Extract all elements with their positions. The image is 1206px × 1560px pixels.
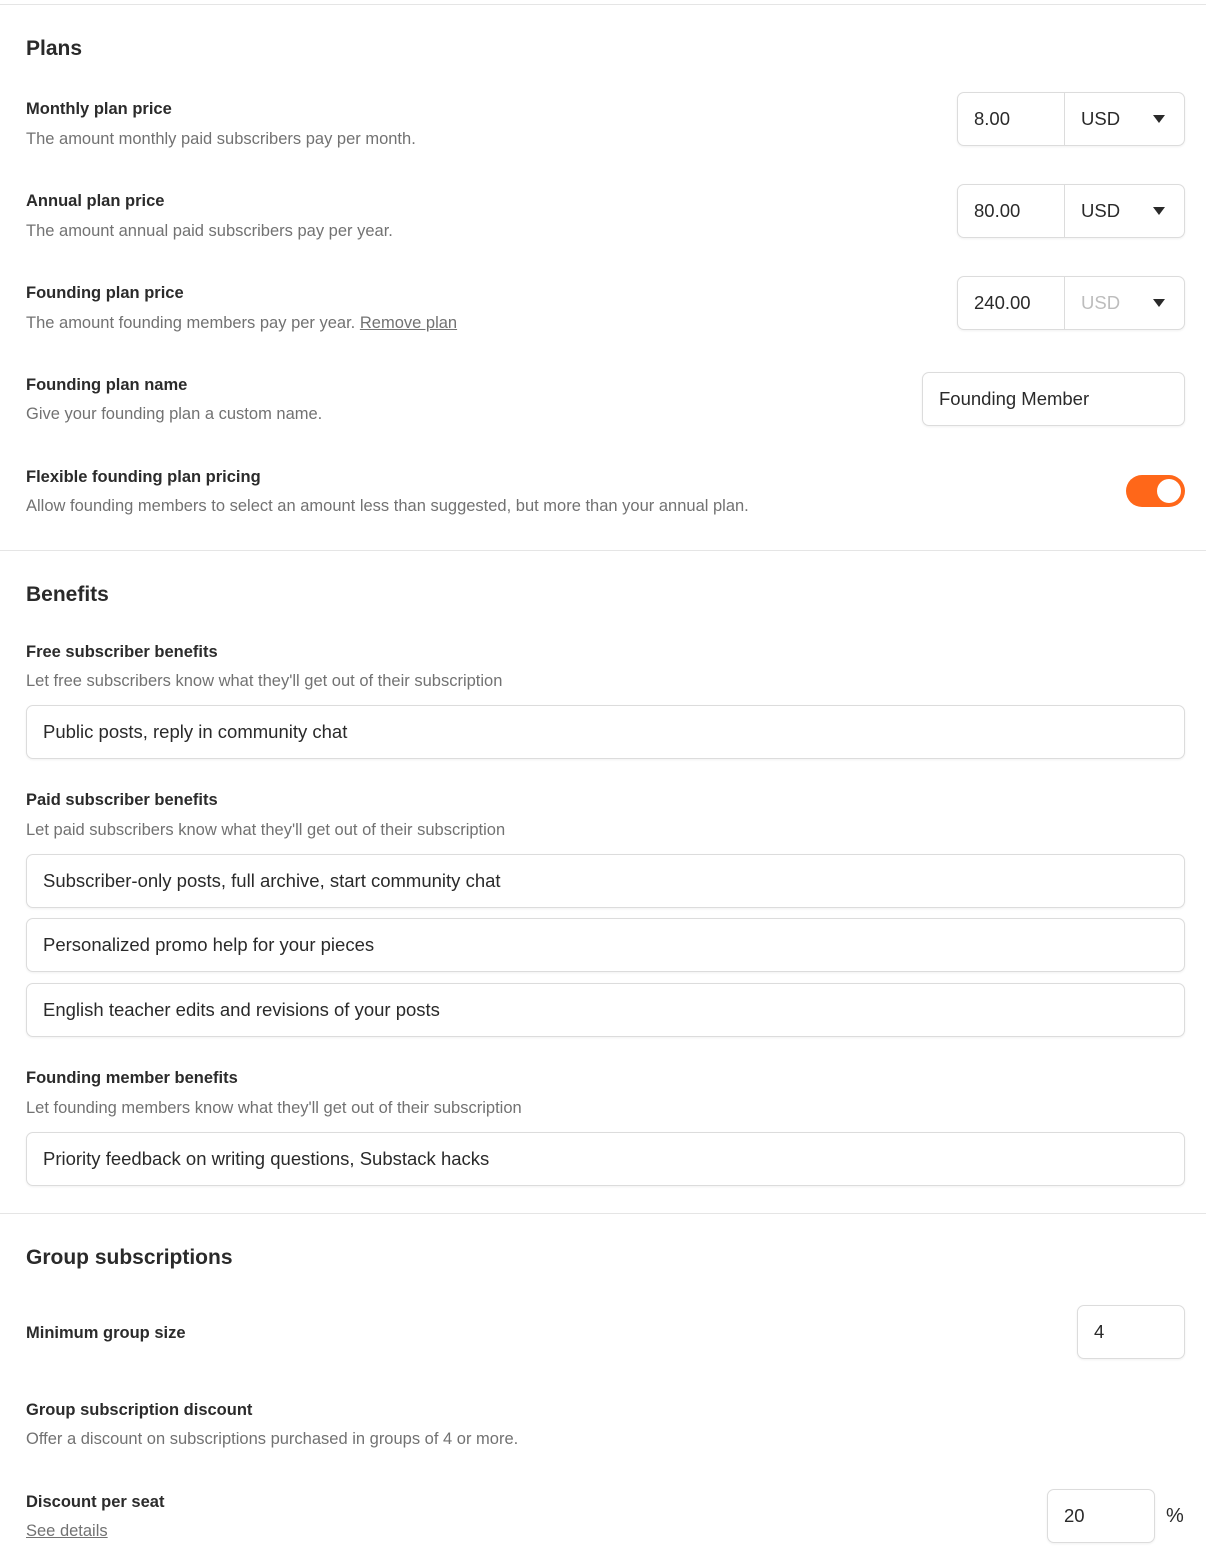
paid-benefit-input[interactable]	[27, 984, 1184, 1036]
group-discount-label: Group subscription discount	[26, 1401, 253, 1419]
toggle-knob	[1157, 479, 1181, 503]
founding-price-control	[957, 276, 1185, 330]
section-divider	[0, 1213, 1206, 1214]
founding-benefits-label: Founding member benefits	[26, 1069, 238, 1087]
group-discount-description: Offer a discount on subscriptions purchased in groups of 4 or more.	[26, 1430, 519, 1448]
discount-per-seat-field	[1047, 1489, 1155, 1543]
paid-benefits-description: Let paid subscribers know what they'll get out of their subscription	[26, 821, 506, 839]
monthly-price-input[interactable]	[958, 93, 1064, 145]
free-benefits-label: Free subscriber benefits	[26, 643, 218, 661]
annual-plan-label: Annual plan price	[26, 192, 165, 210]
caret-down-icon	[1153, 207, 1165, 215]
monthly-currency-value: USD	[1081, 108, 1121, 129]
founding-benefits-description: Let founding members know what they'll get out of their subscription	[26, 1099, 522, 1117]
founding-price-input[interactable]	[958, 277, 1064, 329]
monthly-plan-description: The amount monthly paid subscribers pay per month.	[26, 130, 416, 148]
annual-price-input[interactable]	[958, 185, 1064, 237]
remove-plan-link[interactable]: Remove plan	[359, 314, 458, 332]
min-group-size-field	[1077, 1305, 1185, 1359]
founding-plan-description-row	[26, 312, 457, 334]
min-group-size-input[interactable]	[1078, 1306, 1184, 1358]
percent-unit: %	[1166, 1505, 1184, 1527]
founding-name-field	[922, 372, 1185, 426]
paid-benefits-label: Paid subscriber benefits	[26, 791, 218, 809]
free-benefits-description: Let free subscribers know what they'll get out of their subscription	[26, 672, 503, 690]
benefits-section-title: Benefits	[26, 583, 109, 606]
founding-currency-value: USD	[1081, 292, 1121, 313]
paid-benefit-input[interactable]	[27, 855, 1184, 907]
founding-currency-select[interactable]	[1065, 277, 1184, 329]
caret-down-icon	[1153, 115, 1165, 123]
see-details-row	[26, 1520, 108, 1542]
group-section-title: Group subscriptions	[26, 1246, 233, 1269]
founding-benefit-input[interactable]	[27, 1133, 1184, 1185]
paid-benefit-input[interactable]	[27, 919, 1184, 971]
paid-benefit-field-3	[26, 983, 1185, 1037]
top-divider	[0, 4, 1206, 5]
founding-name-label: Founding plan name	[26, 376, 188, 394]
free-benefit-field	[26, 705, 1185, 759]
annual-price-control	[957, 184, 1185, 238]
free-benefit-input[interactable]	[27, 706, 1184, 758]
min-group-size-label: Minimum group size	[26, 1324, 186, 1342]
annual-plan-description: The amount annual paid subscribers pay per year.	[26, 222, 393, 240]
paid-benefit-field-2	[26, 918, 1185, 972]
founding-benefit-field	[26, 1132, 1185, 1186]
discount-per-seat-label: Discount per seat	[26, 1493, 165, 1511]
monthly-price-control	[957, 92, 1185, 146]
founding-name-description: Give your founding plan a custom name.	[26, 405, 323, 423]
annual-currency-select[interactable]	[1065, 185, 1184, 237]
section-divider	[0, 550, 1206, 551]
monthly-plan-label: Monthly plan price	[26, 100, 172, 118]
founding-plan-description: The amount founding members pay per year.	[26, 314, 356, 332]
discount-per-seat-input[interactable]	[1048, 1490, 1154, 1542]
monthly-currency-select[interactable]	[1065, 93, 1184, 145]
annual-currency-value: USD	[1081, 200, 1121, 221]
flexible-pricing-label: Flexible founding plan pricing	[26, 468, 261, 486]
flexible-pricing-toggle[interactable]	[1126, 475, 1185, 507]
plans-section-title: Plans	[26, 37, 83, 60]
see-details-link[interactable]: See details	[26, 1522, 108, 1540]
flexible-pricing-description: Allow founding members to select an amount less than suggested, but more than your annual plan.	[26, 497, 749, 515]
founding-name-input[interactable]	[923, 373, 1184, 425]
caret-down-icon	[1153, 299, 1165, 307]
paid-benefit-field-1	[26, 854, 1185, 908]
founding-plan-label: Founding plan price	[26, 284, 184, 302]
